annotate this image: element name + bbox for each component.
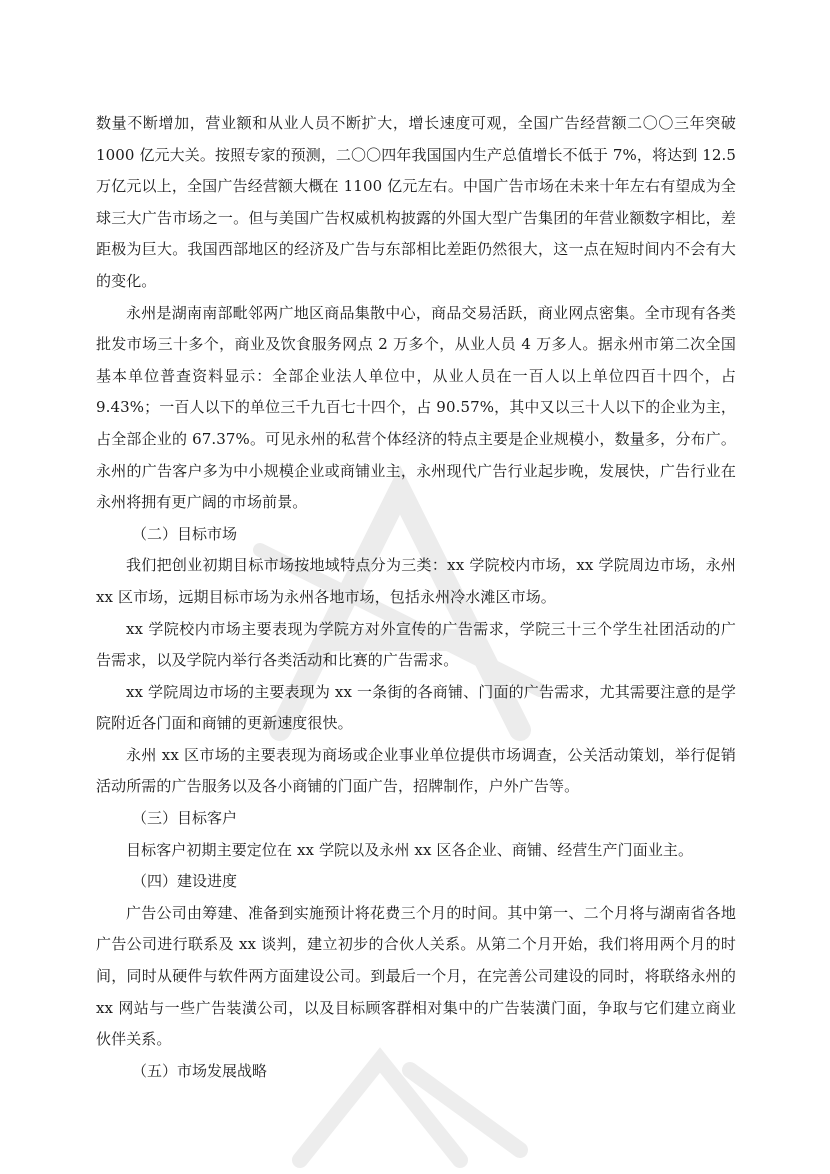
section-heading-target-market: （二）目标市场 [132,524,238,543]
paragraph-surrounding-market: xx 学院周边市场的主要表现为 xx 一条街的各商铺、门面的广告需求，尤其需要注意的是学院附近各门面和商铺的更新速度很快。 [96,682,736,733]
paragraph-market-overview: 数量不断增加，营业额和从业人员不断扩大，增长速度可观，全国广告经营额二〇〇三年突破 1000 亿元大关。按照专家的预测，二〇〇四年我国国内生产总值增长不低于 7%，将达到 12.5 万亿元以上，全国广告经营额大概在 1100 亿元左右。中国广告市场在未来十年左右有望成为全球三大广告市场之一。但与美国广告权威机构披露的外国大型广告集团的年营业额数字相比，差距极为巨大。我国西部地区的经济及广告与东部相比差距仍然很大，这一点在短时间内不会有大的变化。 [96,114,736,290]
section-heading-target-customers: （三）目标客户 [132,809,238,828]
section-heading-strategy: （五）市场发展战略 [132,1061,268,1080]
paragraph-campus-market: xx 学院校内市场主要表现为学院方对外宣传的广告需求，学院三十三个学生社团活动的广告需求，以及学院内举行各类活动和比赛的广告需求。 [96,619,736,670]
paragraph-district-market: 永州 xx 区市场的主要表现为商场或企业事业单位提供市场调查，公关活动策划，举行促销活动所需的广告服务以及各小商铺的门面广告，招牌制作，户外广告等。 [96,745,736,796]
paragraph-target-customers: 目标客户初期主要定位在 xx 学院以及永州 xx 区各企业、商铺、经营生产门面业主。 [126,840,694,859]
section-heading-schedule: （四）建设进度 [132,872,238,891]
paragraph-schedule: 广告公司由筹建、准备到实施预计将花费三个月的时间。其中第一、二个月将与湖南省各地广告公司进行联系及 xx 谈判，建立初步的合伙人关系。从第二个月开始，我们将用两个月的时间，同时从硬件与软件两方面建设公司。到最后一个月，在完善公司建设的同时，将联络永州的 xx 网站与一些广告装潢公司，以及目标顾客群相对集中的广告装潢门面，争取与它们建立商业伙伴关系。 [96,903,736,1049]
document-body [96,108,736,1087]
paragraph-yongzhou-economy: 永州是湖南南部毗邻两广地区商品集散中心，商品交易活跃，商业网点密集。全市现有各类批发市场三十多个，商业及饮食服务网点 2 万多个，从业人员 4 万多人。据永州市第二次全国基本单位普查资料显示：全部企业法人单位中，从业人员在一百人以上单位四百十四个，占 9.43%；一百人以下的单位三千九百七十四个，占 90.57%，其中又以三十人以下的企业为主，占全部企业的 67.37%。可见永州的私营个体经济的特点主要是企业规模小，数量多，分布广。永州的广告客户多为中小规模企业或商铺业主，永州现代广告行业起步晚，发展快，广告行业在永州将拥有更广阔的市场前景。 [96,303,736,512]
paragraph-market-segments: 我们把创业初期目标市场按地域特点分为三类：xx 学院校内市场，xx 学院周边市场，永州 xx 区市场，远期目标市场为永州各地市场，包括永州冷水滩区市场。 [96,556,736,606]
